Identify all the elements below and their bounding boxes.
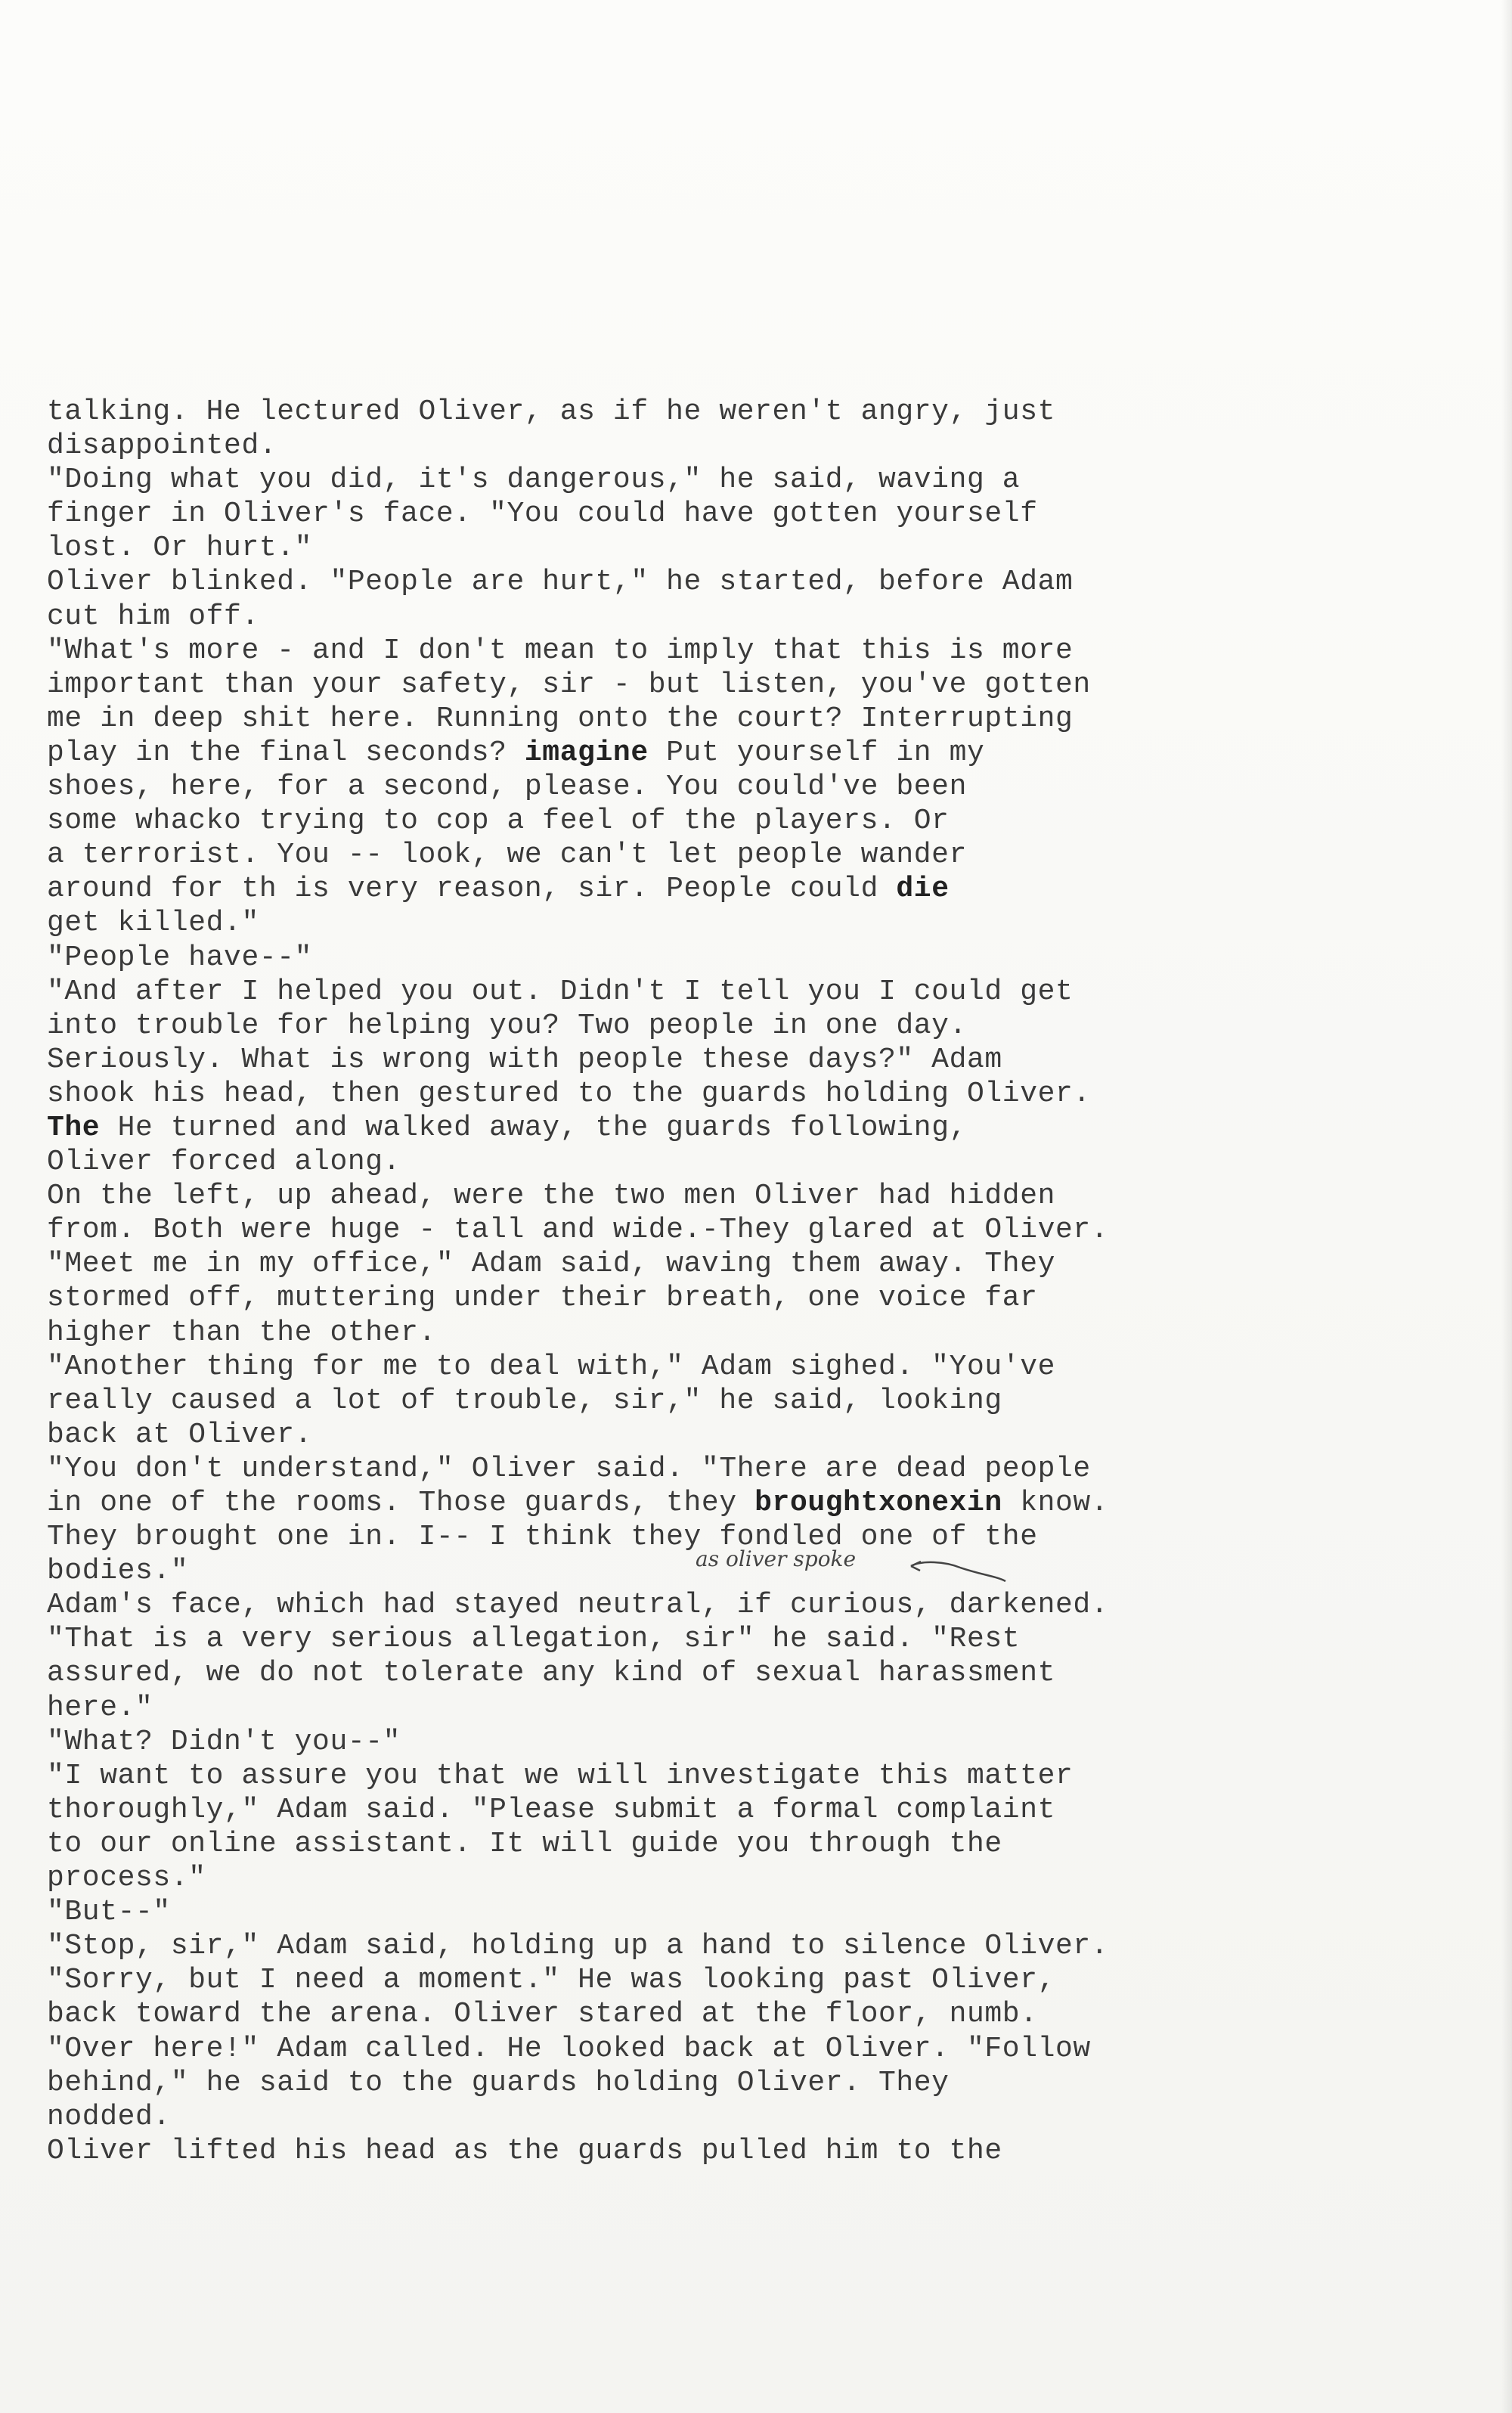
line-segment: "And after I helped you out. Didn't I tell you I could get — [47, 975, 1074, 1008]
line-segment: talking. He lectured Oliver, as if he weren't angry, just — [47, 395, 1056, 428]
struck-out-text: imagine — [524, 736, 649, 769]
line-segment: Oliver forced along. — [47, 1146, 401, 1179]
line-segment: shoes, here, for a second, please. You could've been — [47, 771, 967, 804]
line-segment: to our online assistant. It will guide you through the — [47, 1827, 1002, 1860]
line-segment: important than your safety, sir - but listen, you've gotten — [47, 668, 1091, 701]
line-segment: cut him off. — [47, 600, 259, 633]
line-segment: stormed off, muttering under their breath, one voice far — [47, 1282, 1038, 1315]
text-line — [47, 1350, 1491, 1384]
line-segment: here." — [47, 1691, 153, 1724]
text-line — [47, 1827, 1491, 1861]
line-segment: "What? Didn't you--" — [47, 1725, 401, 1758]
line-segment: Oliver lifted his head as the guards pulled him to the — [47, 2134, 1002, 2167]
text-line — [47, 634, 1491, 668]
line-segment: a terrorist. You -- look, we can't let people wander — [47, 839, 967, 872]
line-segment: around for th is very reason, sir. People could — [47, 873, 897, 906]
text-line — [47, 1622, 1491, 1656]
line-segment: thoroughly," Adam said. "Please submit a formal complaint — [47, 1793, 1056, 1826]
text-line — [47, 2066, 1491, 2100]
text-line — [47, 2134, 1491, 2168]
struck-out-text: broughtxonexin — [754, 1487, 1002, 1519]
line-segment: "People have--" — [47, 941, 313, 974]
text-line — [47, 497, 1491, 531]
line-segment: behind," he said to the guards holding Oliver. They — [47, 2066, 950, 2099]
text-line — [47, 1588, 1491, 1622]
text-line — [47, 1316, 1491, 1350]
text-line — [47, 1691, 1491, 1725]
line-segment: get killed." — [47, 907, 259, 940]
line-segment: in one of the rooms. Those guards, they — [47, 1487, 755, 1519]
text-line — [47, 872, 1491, 906]
text-line — [47, 1963, 1491, 1997]
line-segment: "I want to assure you that we will investigate this matter — [47, 1759, 1074, 1792]
text-line — [47, 1452, 1491, 1486]
line-segment: "But--" — [47, 1896, 171, 1929]
line-segment: know. — [1002, 1487, 1109, 1519]
handwritten-insert-text: as oliver spoke — [696, 1546, 857, 1571]
text-line — [47, 1043, 1491, 1077]
text-line — [47, 531, 1491, 565]
line-segment: "What's more - and I don't mean to imply that this is more — [47, 634, 1074, 667]
line-segment: me in deep shit here. Running onto the court? Interrupting — [47, 702, 1074, 735]
text-line — [47, 429, 1491, 463]
line-segment: "Another thing for me to deal with," Adam sighed. "You've — [47, 1350, 1056, 1383]
text-line — [47, 395, 1491, 429]
struck-out-text: die — [896, 873, 950, 906]
line-segment: finger in Oliver's face. "You could have gotten yourself — [47, 498, 1038, 531]
line-segment: "That is a very serious allegation, sir" he said. "Rest — [47, 1623, 1021, 1656]
text-line — [47, 1281, 1491, 1315]
line-segment: some whacko trying to cop a feel of the players. Or — [47, 805, 950, 838]
line-segment: shook his head, then gestured to the guards holding Oliver. — [47, 1077, 1091, 1110]
line-segment: nodded. — [47, 2100, 171, 2133]
text-line — [47, 1725, 1491, 1759]
page-edge-shadow — [1501, 0, 1512, 2413]
text-line — [47, 1895, 1491, 1929]
text-line — [47, 906, 1491, 940]
text-line — [47, 1384, 1491, 1418]
text-line — [47, 1759, 1491, 1793]
line-segment: play in the final seconds? — [47, 736, 525, 769]
text-line — [47, 1656, 1491, 1690]
handwritten-insertion — [696, 1546, 1013, 1592]
text-line — [47, 463, 1491, 497]
text-line — [47, 600, 1491, 634]
text-line — [47, 1179, 1491, 1213]
line-segment: "You don't understand," Oliver said. "There are dead people — [47, 1452, 1091, 1485]
text-line — [47, 1997, 1491, 2031]
text-line — [47, 1793, 1491, 1827]
line-segment: lost. Or hurt." — [47, 532, 313, 565]
text-line — [47, 565, 1491, 599]
line-segment: Put yourself in my — [648, 736, 985, 769]
text-line — [47, 1247, 1491, 1281]
line-segment: back at Oliver. — [47, 1418, 313, 1451]
line-segment: Oliver blinked. "People are hurt," he started, before Adam — [47, 566, 1074, 599]
line-segment: They brought one in. I-- I think they fondled one of the — [47, 1521, 1038, 1554]
text-line — [47, 2100, 1491, 2134]
line-segment: disappointed. — [47, 430, 277, 463]
text-line — [47, 1929, 1491, 1963]
line-segment: into trouble for helping you? Two people in one day. — [47, 1009, 967, 1042]
line-segment: assured, we do not tolerate any kind of sexual harassment — [47, 1657, 1056, 1690]
text-line — [47, 975, 1491, 1009]
text-line — [47, 1145, 1491, 1179]
text-line — [47, 1111, 1491, 1145]
line-segment: really caused a lot of trouble, sir," he said, looking — [47, 1384, 1002, 1417]
line-segment: "Over here!" Adam called. He looked back at Oliver. "Follow — [47, 2032, 1091, 2065]
line-segment: "Sorry, but I need a moment." He was looking past Oliver, — [47, 1964, 1056, 1997]
line-segment: "Stop, sir," Adam said, holding up a hand to silence Oliver. — [47, 1930, 1109, 1963]
text-line — [47, 1486, 1491, 1520]
line-segment: from. Both were huge - tall and wide.-They glared at Oliver. — [47, 1214, 1109, 1247]
line-segment: On the left, up ahead, were the two men Oliver had hidden — [47, 1180, 1056, 1213]
struck-out-text: The — [47, 1111, 101, 1144]
line-segment: "Meet me in my office," Adam said, waving them away. They — [47, 1248, 1056, 1281]
line-segment: Seriously. What is wrong with people these days?" Adam — [47, 1043, 1002, 1076]
text-line — [47, 668, 1491, 702]
typescript-body — [47, 395, 1491, 2168]
text-line — [47, 1009, 1491, 1043]
text-line — [47, 736, 1491, 770]
text-line — [47, 702, 1491, 736]
line-segment: Adam's face, which had stayed neutral, if curious, darkened. — [47, 1589, 1109, 1622]
text-line — [47, 1077, 1491, 1111]
line-segment: higher than the other. — [47, 1316, 436, 1349]
text-line — [47, 804, 1491, 838]
line-segment: bodies." — [47, 1555, 189, 1588]
line-segment: process." — [47, 1862, 206, 1895]
line-segment: He turned and walked away, the guards following, — [100, 1111, 968, 1144]
text-line — [47, 1213, 1491, 1247]
text-line — [47, 770, 1491, 804]
text-line — [47, 838, 1491, 872]
text-line — [47, 2032, 1491, 2066]
line-segment: back toward the arena. Oliver stared at the floor, numb. — [47, 1998, 1038, 2031]
text-line — [47, 1418, 1491, 1452]
line-segment: "Doing what you did, it's dangerous," he said, waving a — [47, 464, 1021, 497]
text-line — [47, 941, 1491, 975]
text-line — [47, 1861, 1491, 1895]
insertion-arrow-icon — [696, 1546, 1013, 1592]
